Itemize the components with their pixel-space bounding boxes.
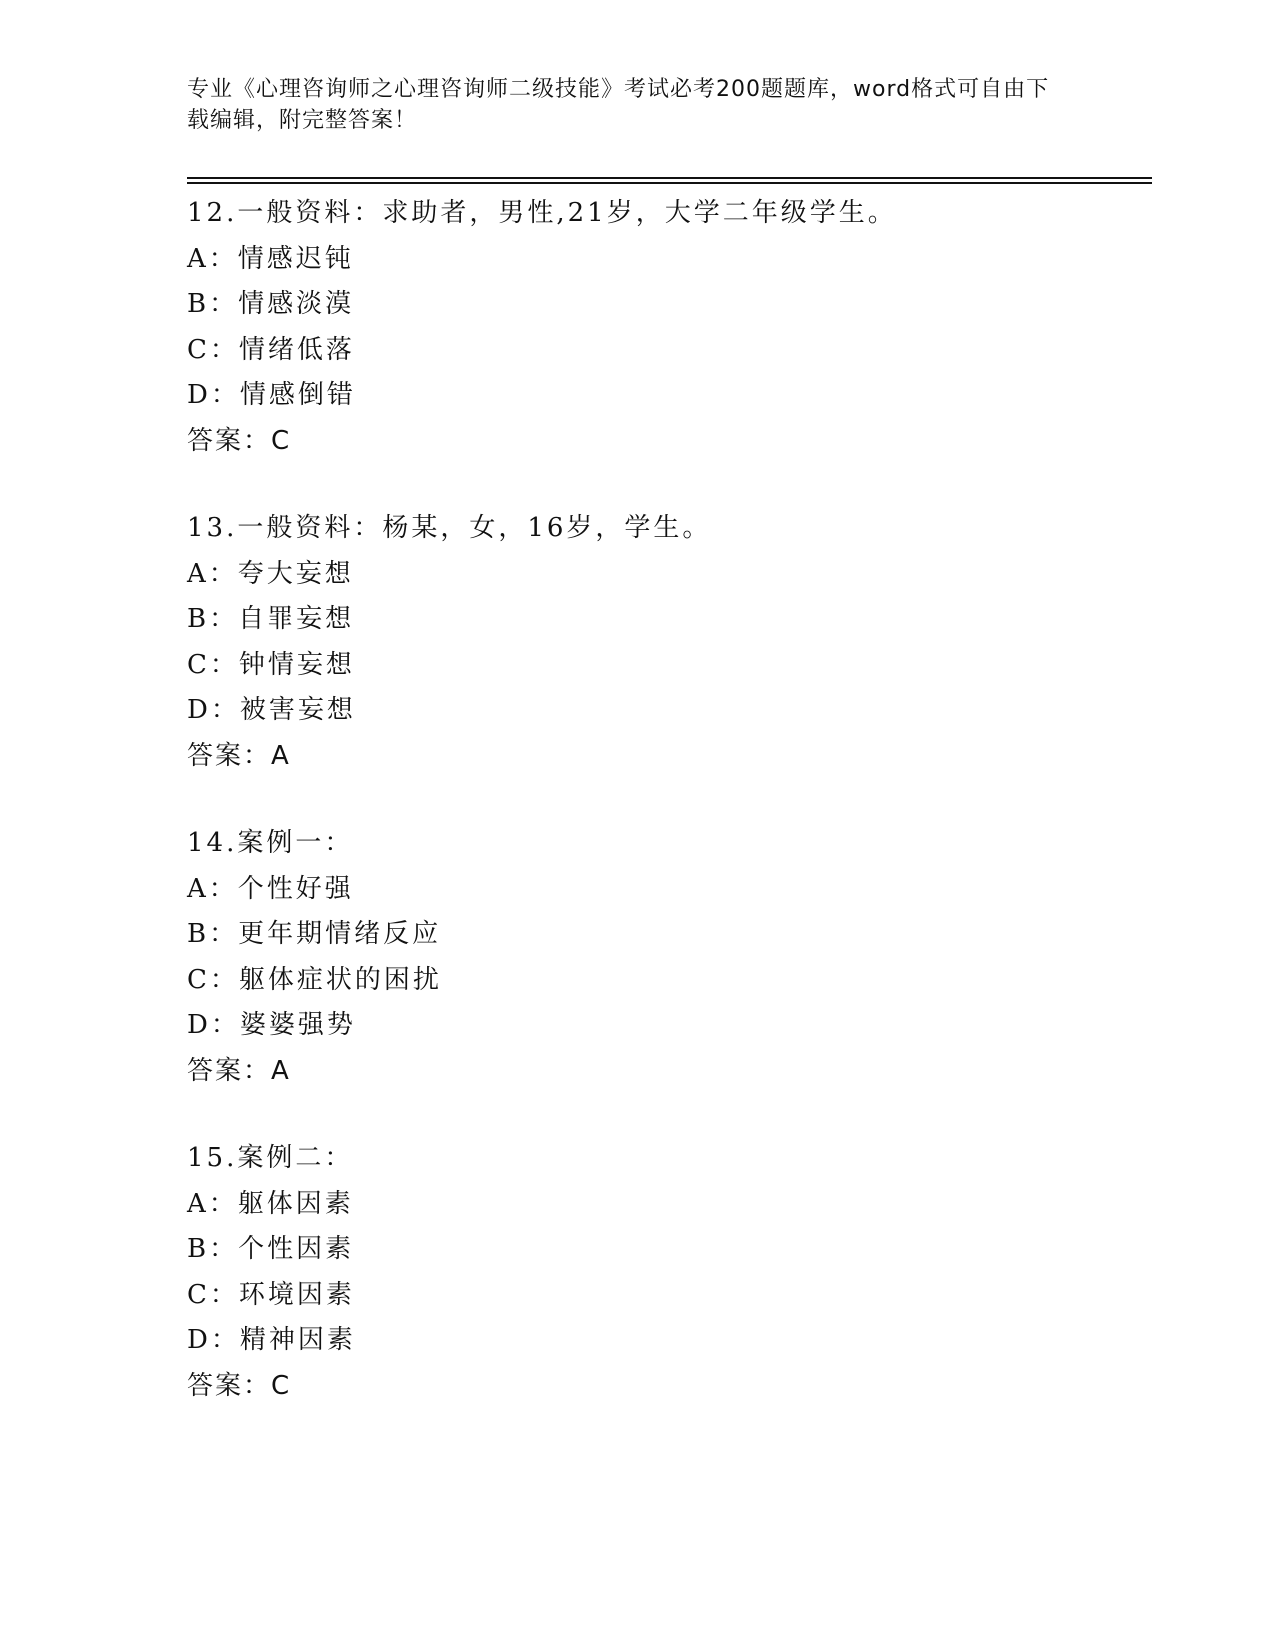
option-letter: B： — [187, 604, 239, 634]
option-letter: A： — [187, 1188, 238, 1219]
option-letter: C： — [187, 964, 239, 995]
option-letter: B： — [187, 289, 239, 319]
option-d — [187, 373, 1152, 419]
document-header: 专业《心理咨询师之心理咨询师二级技能》考试必考200题题库，word格式可自由下载编辑，附完整答案！ — [187, 77, 1050, 133]
question-stem: 15.案例二： — [187, 1143, 354, 1173]
question-list — [187, 191, 1152, 1451]
question-13 — [187, 506, 1152, 779]
option-text: 精神因素 — [239, 1325, 356, 1355]
option-b — [187, 1227, 1152, 1273]
header-rule-top — [187, 177, 1152, 179]
option-text: 情感倒错 — [239, 380, 356, 410]
option-d — [187, 1318, 1152, 1364]
question-14 — [187, 821, 1152, 1094]
question-15 — [187, 1136, 1152, 1409]
option-a — [187, 552, 1152, 598]
option-text: 钟情妄想 — [238, 649, 355, 680]
option-b — [187, 282, 1152, 328]
answer: 答案：C — [187, 425, 292, 456]
option-b — [187, 597, 1152, 643]
answer: 答案：A — [187, 1055, 291, 1086]
question-stem: 14.案例一： — [187, 828, 354, 858]
option-text: 婆婆强势 — [239, 1010, 356, 1040]
question-stem: 13.一般资料：杨某，女，16岁，学生。 — [187, 513, 712, 543]
option-letter: C： — [187, 1279, 239, 1310]
option-letter: D： — [187, 1010, 240, 1040]
option-d — [187, 688, 1152, 734]
option-a — [187, 867, 1152, 913]
option-b — [187, 912, 1152, 958]
option-letter: D： — [187, 380, 240, 410]
option-a — [187, 237, 1152, 283]
option-text: 夸大妄想 — [237, 558, 354, 589]
option-text: 个性好强 — [237, 873, 354, 904]
option-letter: B： — [187, 1234, 239, 1264]
question-12 — [187, 191, 1152, 464]
option-text: 自罪妄想 — [238, 604, 355, 634]
question-stem: 12.一般资料：求助者，男性,21岁，大学二年级学生。 — [187, 198, 897, 228]
option-text: 情感迟钝 — [237, 243, 354, 274]
option-text: 躯体症状的困扰 — [238, 964, 442, 995]
option-text: 情感淡漠 — [238, 289, 355, 319]
header-rule-bottom — [187, 182, 1152, 184]
option-letter: D： — [187, 695, 240, 725]
option-letter: B： — [187, 919, 239, 949]
option-text: 环境因素 — [238, 1279, 355, 1310]
option-text: 个性因素 — [238, 1234, 355, 1264]
option-text: 情绪低落 — [238, 334, 355, 365]
option-text: 被害妄想 — [239, 695, 356, 725]
option-a — [187, 1182, 1152, 1228]
option-letter: A： — [187, 873, 238, 904]
option-d — [187, 1003, 1152, 1049]
option-c — [187, 643, 1152, 689]
answer: 答案：C — [187, 1370, 292, 1401]
option-letter: A： — [187, 558, 238, 589]
option-letter: D： — [187, 1325, 240, 1355]
option-c — [187, 328, 1152, 374]
answer: 答案：A — [187, 740, 291, 771]
option-letter: C： — [187, 334, 239, 365]
option-text: 躯体因素 — [237, 1188, 354, 1219]
option-letter: C： — [187, 649, 239, 680]
option-c — [187, 1273, 1152, 1319]
option-letter: A： — [187, 243, 238, 274]
option-text: 更年期情绪反应 — [238, 919, 442, 949]
option-c — [187, 958, 1152, 1004]
